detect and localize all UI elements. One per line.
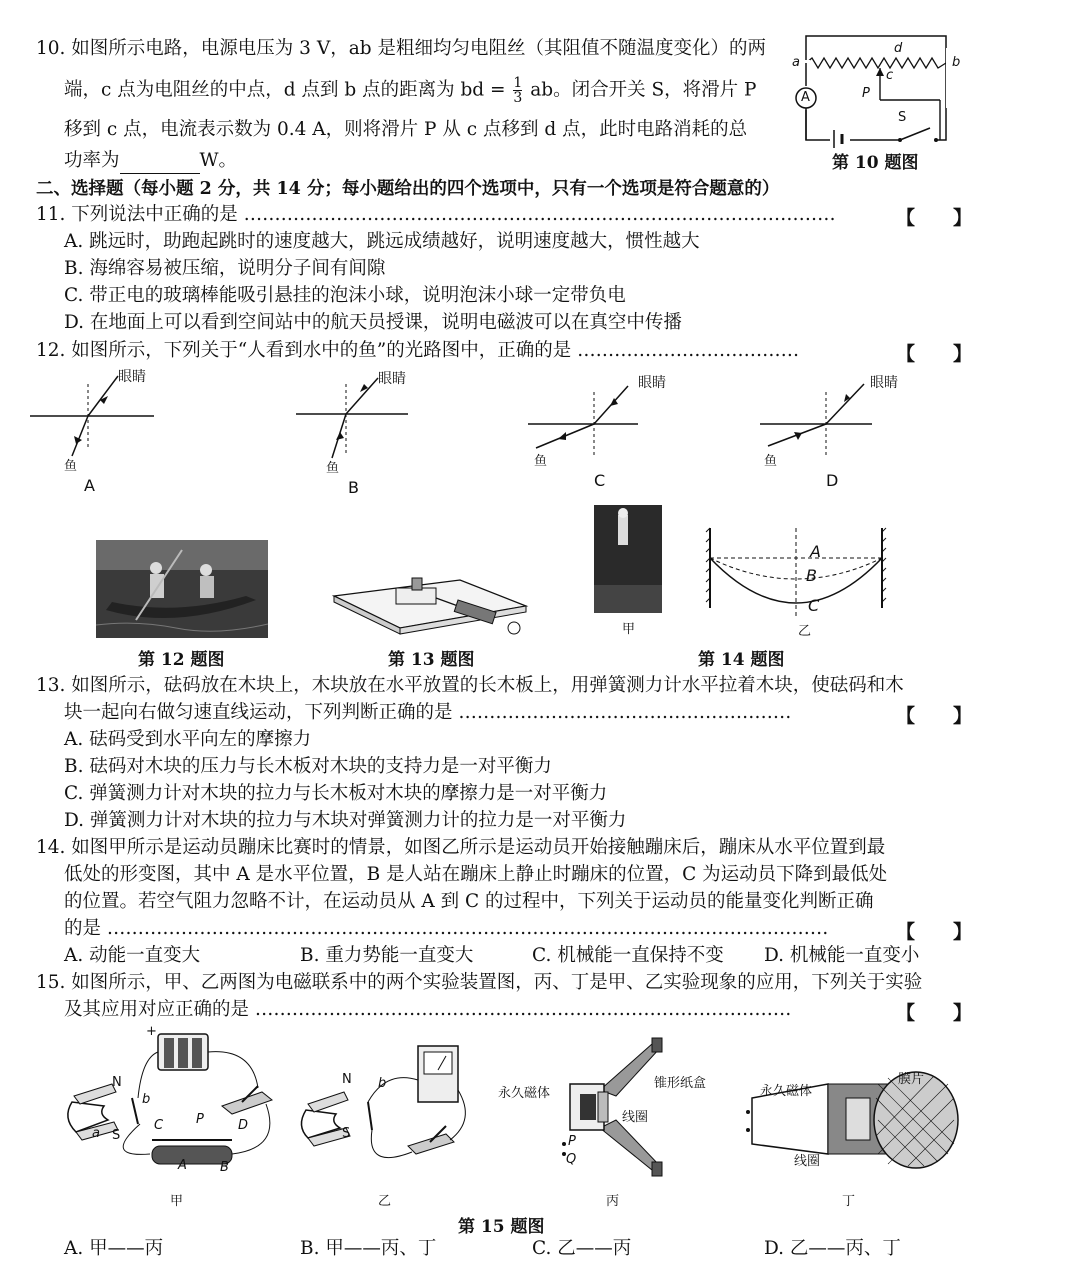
- jia-label-b: b: [142, 1092, 151, 1107]
- jia-label-b-terminal: B: [220, 1160, 229, 1175]
- ding-label-diaphragm: 膜片: [898, 1072, 925, 1087]
- q12-letter-b: B: [348, 478, 359, 497]
- q11-option-d: D. 在地面上可以看到空间站中的航天员授课，说明电磁波可以在真空中传播: [64, 312, 682, 333]
- q15-line1: 15. 如图所示，甲、乙两图为电磁联系中的两个实验装置图，丙、丁是甲、乙实验现象的应用，下列关于实验: [36, 972, 923, 993]
- q10-label-P: P: [862, 86, 870, 101]
- yi-label-b: b: [378, 1076, 387, 1091]
- q14-line3: 的位置。若空气阻力忽略不计，在运动员从 A 到 C 的过程中，下列关于运动员的能量变化判断正确: [64, 891, 874, 912]
- ding-label-magnet: 永久磁体: [760, 1084, 813, 1099]
- q12-fish-a: 鱼: [64, 459, 78, 474]
- q14-answer-bracket[interactable]: 【 】: [896, 921, 973, 943]
- q14-line1: 14. 如图甲所示是运动员蹦床比赛时的情景，如图乙所示是运动员开始接触蹦床后，蹦床从水平位置到最: [36, 837, 886, 858]
- bing-label-p: P: [568, 1134, 576, 1149]
- fig15-label-bing: 丙: [606, 1194, 620, 1209]
- q12-eye-c: 眼睛: [638, 375, 666, 391]
- q14-option-a: A. 动能一直变大: [64, 945, 201, 966]
- section-2-heading: 二、选择题（每小题 2 分，共 14 分；每小题给出的四个选项中，只有一个选项是符合题意的）: [36, 179, 780, 199]
- trampoline-photo-jia: [594, 505, 662, 613]
- q12-fish-c: 鱼: [534, 454, 548, 469]
- trampoline-diagram-yi: [706, 528, 896, 618]
- q15-answer-bracket[interactable]: 【 】: [896, 1002, 973, 1024]
- q12-diagram-b: [296, 374, 426, 474]
- q13-apparatus-diagram: [330, 570, 530, 640]
- q12-letter-c: C: [594, 471, 606, 490]
- trampoline-point-a: A: [810, 542, 821, 561]
- jia-label-p: P: [196, 1112, 204, 1127]
- yi-label-n: N: [342, 1072, 352, 1087]
- bing-label-q: Q: [566, 1152, 577, 1167]
- trampoline-point-c: C: [808, 596, 820, 615]
- q13-option-a: A. 砝码受到水平向左的摩擦力: [64, 729, 312, 750]
- fig15-label-ding: 丁: [842, 1194, 856, 1209]
- q10-line2: [64, 76, 757, 105]
- q13-option-d: D. 弹簧测力计对木块的拉力与木块对弹簧测力计的拉力是一对平衡力: [64, 810, 627, 831]
- q13-option-b: B. 砝码对木块的压力与长木板对木块的支持力是一对平衡力: [64, 756, 552, 777]
- ding-label-coil: 线圈: [794, 1154, 821, 1169]
- q10-line4a: 功率为: [64, 150, 120, 171]
- q12-letter-d: D: [826, 471, 839, 490]
- bing-label-coil: 线圈: [622, 1110, 649, 1125]
- frac-denominator: 3: [513, 90, 523, 106]
- fig14-label-jia: 甲: [622, 622, 636, 637]
- trampoline-point-b: B: [806, 566, 817, 585]
- q12-fish-d: 鱼: [764, 454, 778, 469]
- fig15-jia-diagram: [62, 1028, 292, 1188]
- q11-option-b: B. 海绵容易被压缩，说明分子间有间隙: [64, 258, 386, 279]
- q10-label-S: S: [898, 110, 907, 125]
- q10-label-b: b: [952, 55, 961, 70]
- q10-label-a: a: [792, 55, 800, 70]
- q13-line1: 13. 如图所示，砝码放在木块上，木块放在水平放置的长木板上，用弹簧测力计水平拉着木块，使砝码和木: [36, 675, 904, 696]
- q15-fig-caption: 第 15 题图: [458, 1217, 545, 1237]
- q15-option-a: A. 甲——丙: [64, 1238, 164, 1259]
- q10-label-c: c: [886, 68, 894, 83]
- q10-line2a: 端，c 点为电阻丝的中点，d 点到 b 点的距离为 bd =: [64, 79, 506, 101]
- q15-option-d: D. 乙——丙、丁: [764, 1238, 901, 1259]
- q12-letter-a: A: [84, 476, 95, 495]
- q11-stem: 11. 下列说法中正确的是 ……………………………………………………………………………………: [36, 204, 836, 225]
- yi-label-s: S: [342, 1126, 351, 1141]
- fig14-label-yi: 乙: [798, 624, 812, 639]
- q14-option-c: C. 机械能一直保持不变: [532, 945, 724, 966]
- q11-option-a: A. 跳远时，助跑起跳时的速度越大，跳远成绩越好，说明速度越大，惯性越大: [64, 231, 700, 252]
- q14-option-b: B. 重力势能一直变大: [300, 945, 474, 966]
- q12-eye-d: 眼睛: [870, 375, 898, 391]
- q10-line2b: ab。闭合开关 S，将滑片 P: [530, 79, 757, 101]
- fig15-label-yi: 乙: [378, 1194, 392, 1209]
- q15-option-b: B. 甲——丙、丁: [300, 1238, 437, 1259]
- q10-label-d: d: [894, 41, 903, 56]
- q10-line3: 移到 c 点，电流表示数为 0.4 A，则将滑片 P 从 c 点移到 d 点，此时电路消耗的总: [64, 119, 748, 140]
- answer-blank[interactable]: [120, 155, 200, 174]
- jia-label-s: S: [112, 1128, 121, 1143]
- q13-option-c: C. 弹簧测力计对木块的拉力与长木板对木块的摩擦力是一对平衡力: [64, 783, 608, 804]
- fig15-label-jia: 甲: [170, 1194, 184, 1209]
- q14-line4: 的是 ………………………………………………………………………………………………………: [64, 918, 829, 939]
- q14-option-d: D. 机械能一直变小: [764, 945, 920, 966]
- q10-line1: 10. 如图所示电路，电源电压为 3 V，ab 是粗细均匀电阻丝（其阻值不随温度变化）的两: [36, 38, 766, 59]
- q12-stem: 12. 如图所示，下列关于“人看到水中的鱼”的光路图中，正确的是 ………………………………: [36, 340, 800, 361]
- q10-fig-caption: 第 10 题图: [832, 153, 919, 173]
- jia-label-a: a: [92, 1126, 100, 1141]
- q12-fish-b: 鱼: [326, 461, 340, 476]
- q10-line4: [64, 148, 237, 174]
- q12-eye-b: 眼睛: [378, 371, 406, 387]
- jia-label-n: N: [112, 1075, 122, 1090]
- fig15-bing-speaker-diagram: [560, 1034, 680, 1184]
- q12-eye-a: 眼睛: [118, 369, 146, 385]
- boat-photo: [96, 540, 268, 638]
- q10-fraction: [513, 76, 522, 105]
- q14-line2: 低处的形变图，其中 A 是水平位置，B 是人站在蹦床上静止时蹦床的位置，C 为运动员下降到最低处: [64, 864, 888, 885]
- jia-label-c: C: [154, 1118, 164, 1133]
- jia-label-d: D: [238, 1118, 249, 1133]
- fig15-yi-diagram: [296, 1040, 486, 1180]
- bing-label-magnet: 永久磁体: [498, 1086, 551, 1101]
- q13-line2: 块一起向右做匀速直线运动，下列判断正确的是 ………………………………………………: [64, 702, 792, 723]
- q10-circuit-diagram: [790, 28, 970, 148]
- frac-numerator: 1: [513, 75, 523, 91]
- q10-line4b: W。: [199, 150, 238, 171]
- ammeter-icon: A: [801, 90, 810, 105]
- battery-plus-label: +: [146, 1024, 157, 1039]
- q15-option-c: C. 乙——丙: [532, 1238, 632, 1259]
- q14-fig-caption: 第 14 题图: [698, 650, 785, 670]
- q12-fig-caption: 第 12 题图: [138, 650, 225, 670]
- jia-label-a-terminal: A: [178, 1158, 187, 1173]
- q11-answer-bracket[interactable]: 【 】: [896, 207, 973, 229]
- q13-answer-bracket[interactable]: 【 】: [896, 705, 973, 727]
- bing-label-cone: 锥形纸盒: [654, 1076, 707, 1091]
- q13-fig-caption: 第 13 题图: [388, 650, 475, 670]
- q11-option-c: C. 带正电的玻璃棒能吸引悬挂的泡沫小球，说明泡沫小球一定带负电: [64, 285, 626, 306]
- q15-line2: 及其应用对应正确的是 ……………………………………………………………………………: [64, 999, 792, 1020]
- q12-answer-bracket[interactable]: 【 】: [896, 343, 973, 365]
